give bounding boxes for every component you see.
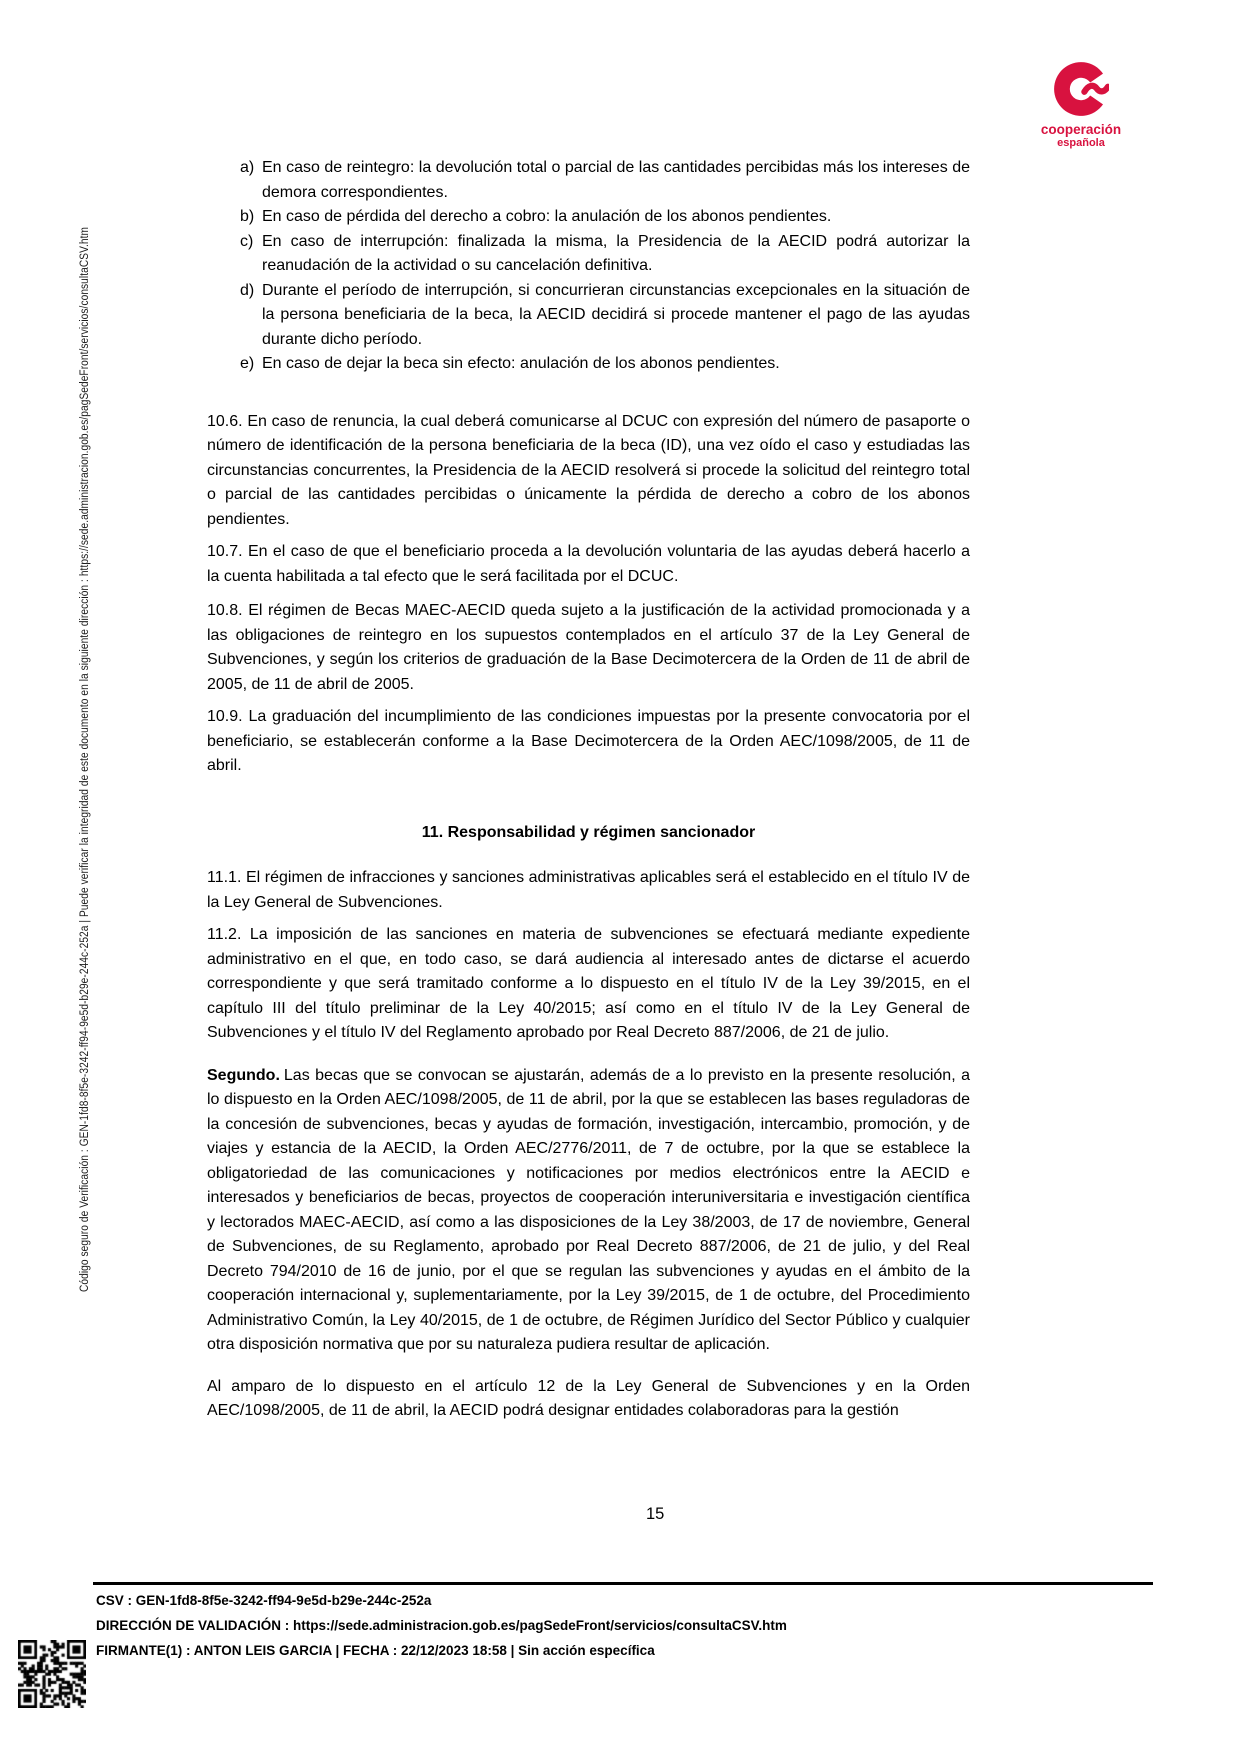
logo-text-line1: cooperación <box>1040 122 1122 137</box>
footer-signer: FIRMANTE(1) : ANTON LEIS GARCIA | FECHA : 22/12/2023 18:58 | Sin acción específica <box>96 1643 655 1658</box>
list-item-label: a) <box>240 159 255 176</box>
footer-divider <box>93 1582 1153 1585</box>
section-11-heading: 11. Responsabilidad y régimen sancionador <box>421 823 756 841</box>
list-item-text: En caso de dejar la beca sin efecto: anulación de los abonos pendientes. <box>262 355 780 372</box>
list-item <box>207 205 970 230</box>
logo-c-icon <box>1053 58 1109 120</box>
paragraph-10-8: 10.8. El régimen de Becas MAEC-AECID queda sujeto a la justificación de la actividad promocionada y a las obligaciones de reintegro en los supuestos contemplados en el artículo 37 de la Ley General de Subvenciones, y según los criterios de graduación de la Base Decimotercera de la Orden de 11 de abril de 2005, de 11 de abril de 2005. <box>207 602 970 693</box>
paragraph-10-7: 10.7. En el caso de que el beneficiario proceda a la devolución voluntaria de las ayudas deberá hacerlo a la cuenta habilitada a tal efecto que le será facilitada por el DCUC. <box>207 543 970 585</box>
list-item-label: b) <box>240 208 255 225</box>
cooperacion-espanola-logo <box>1020 58 1142 149</box>
paragraph-segundo <box>207 1064 970 1358</box>
logo-text-line2: española <box>1057 137 1105 149</box>
list-item <box>207 230 970 279</box>
segundo-lead: Segundo. <box>207 1066 280 1084</box>
paragraph-11-1: 11.1. El régimen de infracciones y sanciones administrativas aplicables será el establecido en el título IV de la Ley General de Subvenciones. <box>207 869 970 911</box>
list-item-text: Durante el período de interrupción, si concurrieran circunstancias excepcionales en la situación de la persona beneficiaria de la beca, la AECID decidirá si procede mantener el pago de las ayudas durante dicho período. <box>262 281 970 348</box>
paragraph-10-9: 10.9. La graduación del incumplimiento de las condiciones impuestas por la presente convocatoria por el beneficiario, se establecerán conforme a la Base Decimotercera de la Orden AEC/1098/2005, de 11 de abril. <box>207 708 970 774</box>
page-number: 15 <box>646 1505 665 1523</box>
paragraph-al-amparo: Al amparo de lo dispuesto en el artículo 12 de la Ley General de Subvenciones y en la Orden AEC/1098/2005, de 11 de abril, la AECID podrá designar entidades colaboradoras para la gestión <box>207 1377 970 1419</box>
footer-csv: CSV : GEN-1fd8-8f5e-3242-ff94-9e5d-b29e-244c-252a <box>96 1593 432 1608</box>
sidebar-csv-vertical-text: Código seguro de Verificación : GEN-1fd8-8f5e-3242-ff94-9e5d-b29e-244c-252a | Puede verificar la integridad de este documento en la siguiente dirección : https://sede.administracion.gob.es/pagSedeFront/servicios/consultaCSV.htm <box>79 226 91 1292</box>
qr-code <box>18 1640 86 1708</box>
list-item <box>207 352 970 377</box>
footer-validation-url: DIRECCIÓN DE VALIDACIÓN : https://sede.administracion.gob.es/pagSedeFront/servicios/consultaCSV.htm <box>96 1618 787 1633</box>
list-item <box>207 156 970 205</box>
list-item-text: En caso de pérdida del derecho a cobro: la anulación de los abonos pendientes. <box>262 208 832 225</box>
case-list <box>207 156 970 377</box>
list-item-text: En caso de interrupción: finalizada la misma, la Presidencia de la AECID podrá autorizar la reanudación de la actividad o su cancelación definitiva. <box>262 232 970 274</box>
list-item-text: En caso de reintegro: la devolución total o parcial de las cantidades percibidas más los intereses de demora correspondientes. <box>262 159 970 201</box>
paragraph-10-6: 10.6. En caso de renuncia, la cual deberá comunicarse al DCUC con expresión del número de pasaporte o número de identificación de la persona beneficiaria de la beca (ID), una vez oído el caso y estudiadas las circunstancias concurrentes, la Presidencia de la AECID resolverá si procede la solicitud del reintegro total o parcial de las cantidades percibidas o únicamente la pérdida de derecho a cobro de los abonos pendientes. <box>207 412 970 528</box>
document-body <box>207 0 970 1424</box>
list-item <box>207 279 970 353</box>
paragraph-11-2: 11.2. La imposición de las sanciones en materia de subvenciones se efectuará mediante expediente administrativo en el que, en todo caso, se dará audiencia al interesado antes de dictarse el acuerdo correspondiente y que será tramitado conforme a lo dispuesto en el título IV de la Ley 39/2015, en el capítulo III del título preliminar de la Ley 40/2015; así como en el título IV de la Ley General de Subvenciones y el título IV del Reglamento aprobado por Real Decreto 887/2006, de 21 de julio. <box>207 926 970 1041</box>
list-item-label: e) <box>240 355 255 372</box>
list-item-label: c) <box>240 232 254 250</box>
segundo-text: Las becas que se convocan se ajustarán, además de a lo previsto en la presente resolución, a lo dispuesto en la Orden AEC/1098/2005, de 11 de abril, por la que se establecen las bases reguladoras de la concesión de subvenciones, becas y ayudas de formación, investigación, intercambio, promoción, y de viajes y estancia de la AECID, la Orden AEC/2776/2011, de 7 de octubre, por la que se establece la obligatoriedad de las comunicaciones y notificaciones por medios electrónicos entre la AECID e interesados y beneficiarios de becas, proyectos de cooperación interuniversitaria e investigación científica y lectorados MAEC-AECID, así como a las disposiciones de la Ley 38/2003, de 17 de noviembre, General de Subvenciones, de su Reglamento, aprobado por Real Decreto 887/2006, de 21 de julio, y del Real Decreto 794/2010 de 16 de junio, por el que se regulan las subvenciones y ayudas en el ámbito de la cooperación internacional y, suplementariamente, por la Ley 39/2015, de 1 de octubre, del Procedimiento Administrativo Común, la Ley 40/2015, de 1 de octubre, de Régimen Jurídico del Sector Público y cualquier otra disposición normativa que por su naturaleza pudiera resultar de aplicación. <box>207 1066 970 1353</box>
list-item-label: d) <box>240 281 255 299</box>
